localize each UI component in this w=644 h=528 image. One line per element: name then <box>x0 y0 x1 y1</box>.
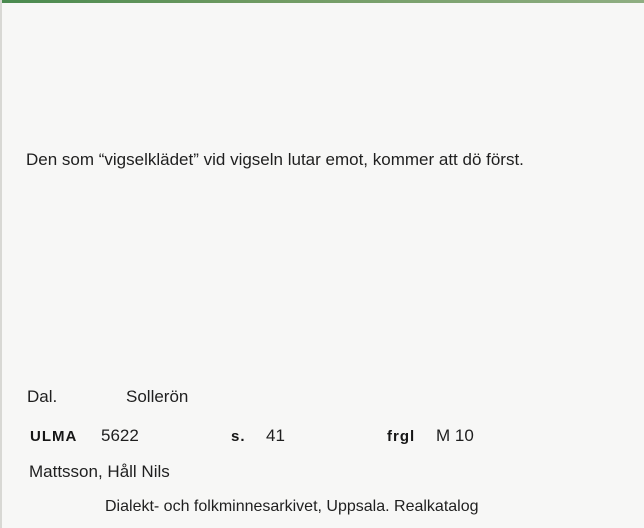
question-number: M 10 <box>436 426 474 445</box>
card-left-edge <box>0 0 2 528</box>
question-label: frgl <box>387 428 416 445</box>
parish-name: Sollerön <box>126 387 189 406</box>
card-top-edge <box>0 0 644 3</box>
archive-footer: Dialekt- och folkminnesarkivet, Uppsala. Realkatalog <box>105 498 479 515</box>
province-name: Dal. <box>27 387 58 406</box>
ulma-number: 5622 <box>101 426 139 445</box>
ulma-label: ULMA <box>30 428 78 445</box>
card-main-text: Den som “vigselklädet” vid vigseln lutar emot, kommer att dö först. <box>26 150 524 169</box>
informant-name: Mattsson, Håll Nils <box>29 462 170 481</box>
page-label: s. <box>231 428 246 445</box>
page-number: 41 <box>266 426 285 445</box>
